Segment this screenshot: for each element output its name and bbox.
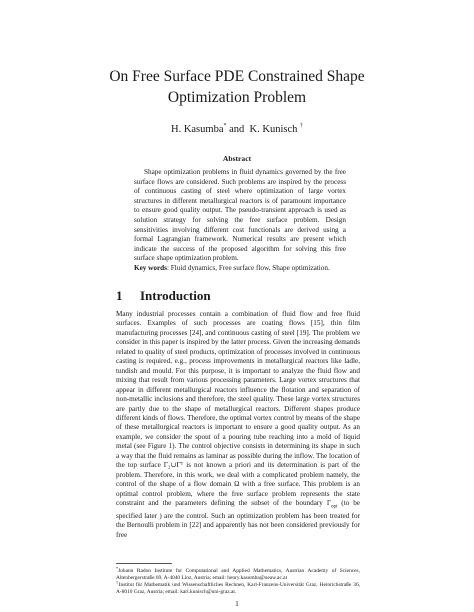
footnote-rule (116, 563, 172, 564)
title-line-1: On Free Surface PDE Constrained Shape (109, 68, 365, 85)
footnote-1 (116, 566, 360, 581)
section-heading (116, 288, 211, 304)
author-2: K. Kunisch (249, 124, 298, 135)
footnote-2-text: Institut für Mathematik und Wissenschaftliches Rechnen, Karl-Franzens-Universität Graz, Heinrichstraße 36, A-8010 Graz, Austria; email: karl.kunisch@uni-graz.at. (116, 582, 361, 595)
intro-subscript: opt (330, 504, 338, 510)
section-number: 1 (116, 288, 123, 303)
title-line-2: Optimization Problem (167, 89, 307, 106)
keywords-line (134, 264, 346, 274)
paper-title (60, 66, 414, 108)
authors-joiner: and (229, 124, 245, 135)
author-1: H. Kasumba (170, 124, 224, 135)
footnote-2-mark: † (116, 580, 119, 585)
introduction-paragraph (116, 310, 360, 540)
page-number: 1 (235, 599, 239, 608)
abstract-text: Shape optimization problems in fluid dynamics governed by the free surface flows are considered. Such problems are inspired by the process of continuous casting of steel where optimization of large vortex structures in different metallurgical reactors is of paramount importance to ensure good quality output. The pseudo-transient approach is used as solution strategy for solving the free surface problem. Design sensitivities involving different cost functionals are derived using a formal Lagrangian framework. Numerical results are present which indicate the success of the proposed algorithm for solving this free surface shape optimization problem. (134, 168, 346, 263)
author-2-mark: † (300, 123, 303, 129)
author-1-mark: * (223, 123, 227, 129)
footnote-1-text: Johann Radon Institute for Computational and Applied Mathematics, Austrian Academy of Sciences, Altenbergerstraße 69, A-4040 Linz, Austria; email: henry.kasumba@oeaw.ac.at (116, 568, 360, 581)
section-title: Introduction (140, 288, 211, 303)
keywords-list: : Fluid dynamics, Free surface flow, Shape optimization. (166, 264, 330, 272)
footnote-2 (116, 580, 360, 595)
keywords-label: Key words (134, 264, 167, 272)
intro-text-part-1: Many industrial processes contain a combination of fluid flow and free fluid surfaces. Examples of such processes are coating flows [15], thin film manufacturing processes [24], and continuous casting of steel [19]. The problem we consider in this paper is inspired by the latter process. Given the increasing demands related to quality of steel products, optimization of processes involved in continuous casting is required, e.g., process improvements in metallurgical reactors like ladle, tundish and mould. For this purpose, it is important to analyze the fluid flow and mixing that result from various processing parameters. Large vortex structures that appear in different metallurgical reactors influence the flotation and separation of non-metallic inclusions and therefore, the steel quality. These large vortex structures are partly due to the shape of metallurgical reactors. Different shapes produce different kinds of flows. Therefore, the optimal vortex control by means of the shape of these metallurgical reactors is important to ensure a good quality output. As an example, we consider the spout of a pouring tube reaching into a mold of liquid metal (see Figure 1). The control objective consists in determining its shape in such a way that the fluid remains as laminar as possible during the inflow. The location of the top surface Γ₂∪Γᵀ is not known a priori and its determination is part of the problem. Therefore, in this work, we deal with a complicated problem namely, the control of the shape of a flow domain Ω with a free surface. This problem is an optimal control problem, where the free surface problem represents the state constraint and the parameters defining the subset of the boundary Γ (116, 310, 360, 508)
author-line (60, 120, 414, 136)
footnote-1-mark: * (116, 566, 119, 571)
intro-text-part-2: (to be specified later ) are the control. Such an optimization problem has been treated for the Bernoulli problem in [22] and apparently has not been considered previously for free (116, 499, 360, 539)
abstract-heading: Abstract (222, 154, 252, 163)
